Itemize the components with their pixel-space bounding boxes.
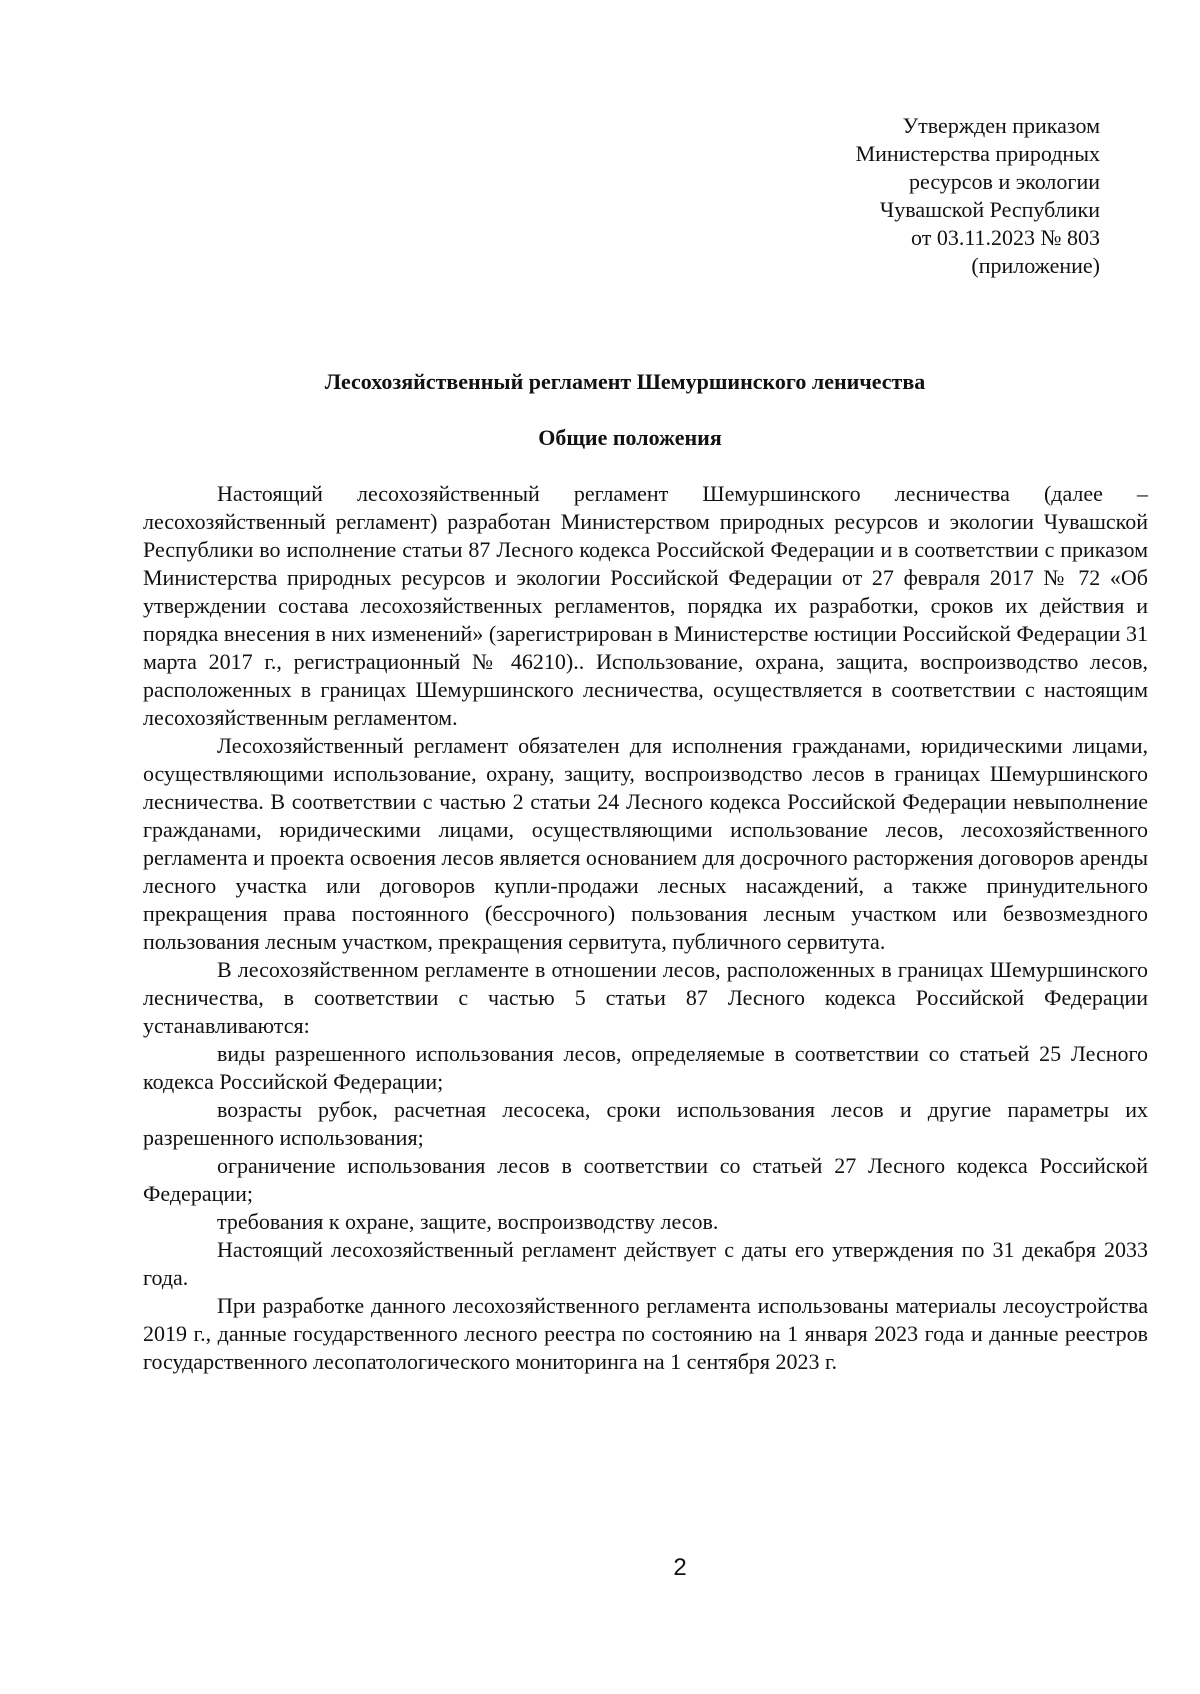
- list-item: ограничение использования лесов в соответствии со статьей 27 Лесного кодекса Российской Федерации;: [143, 1153, 1148, 1206]
- approval-line: Утвержден приказом: [902, 113, 1100, 138]
- document-title: Лесохозяйственный регламент Шемуршинского леничества: [324, 369, 926, 394]
- paragraph: Лесохозяйственный регламент обязателен для исполнения гражданами, юридическими лицами, осуществляющими использование, охрану, защиту, воспроизводство лесов в границах Шемуршинского лесничества. В соответствии с частью 2 статьи 24 Лесного кодекса Российской Федерации невыполнение гражданами, юридическими лицами, осуществляющими использование лесов, лесохозяйственного регламента и проекта освоения лесов является основанием для досрочного расторжения договоров аренды лесного участка или договоров купли-продажи лесных насаждений, а также принудительного прекращения права постоянного (бессрочного) пользования лесным участком или безвозмездного пользования лесным участком, прекращения сервитута, публичного сервитута.: [143, 733, 1148, 954]
- paragraph: Настоящий лесохозяйственный регламент Шемуршинского лесничества (далее – лесохозяйственный регламент) разработан Министерством природных ресурсов и экологии Чувашской Республики во исполнение статьи 87 Лесного кодекса Российской Федерации и в соответствии с приказом Министерства природных ресурсов и экологии Российской Федерации от 27 февраля 2017 № 72 «Об утверждении состава лесохозяйственных регламентов, порядка их разработки, сроков их действия и порядка внесения в них изменений» (зарегистрирован в Министерстве юстиции Российской Федерации 31 марта 2017 г., регистрационный № 46210).. Использование, охрана, защита, воспроизводство лесов, расположенных в границах Шемуршинского лесничества, осуществляется в соответствии с настоящим лесохозяйственным регламентом.: [143, 481, 1148, 730]
- list-item: виды разрешенного использования лесов, определяемые в соответствии со статьей 25 Лесного кодекса Российской Федерации;: [143, 1041, 1148, 1094]
- list-item: возрасты рубок, расчетная лесосека, сроки использования лесов и другие параметры их разрешенного использования;: [143, 1097, 1148, 1150]
- paragraph: Настоящий лесохозяйственный регламент действует с даты его утверждения по 31 декабря 2033 года.: [143, 1237, 1148, 1290]
- page-number: 2: [673, 1554, 687, 1581]
- document-body: [143, 480, 1148, 1376]
- approval-line: ресурсов и экологии: [909, 169, 1100, 194]
- paragraph: В лесохозяйственном регламенте в отношении лесов, расположенных в границах Шемуршинского лесничества, в соответствии с частью 5 статьи 87 Лесного кодекса Российской Федерации устанавливаются:: [143, 957, 1148, 1038]
- approval-line: Министерства природных: [855, 141, 1100, 166]
- paragraph: При разработке данного лесохозяйственного регламента использованы материалы лесоустройства 2019 г., данные государственного лесного реестра по состоянию на 1 января 2023 года и данные реестров государственного лесопатологического мониторинга на 1 сентября 2023 г.: [143, 1293, 1148, 1374]
- approval-block: [856, 112, 1100, 280]
- list-item: требования к охране, защите, воспроизводству лесов.: [217, 1209, 719, 1234]
- approval-line: Чувашской Республики: [879, 197, 1100, 222]
- section-heading: Общие положения: [538, 425, 722, 450]
- approval-line: от 03.11.2023 № 803: [911, 225, 1100, 250]
- approval-line: (приложение): [971, 253, 1100, 278]
